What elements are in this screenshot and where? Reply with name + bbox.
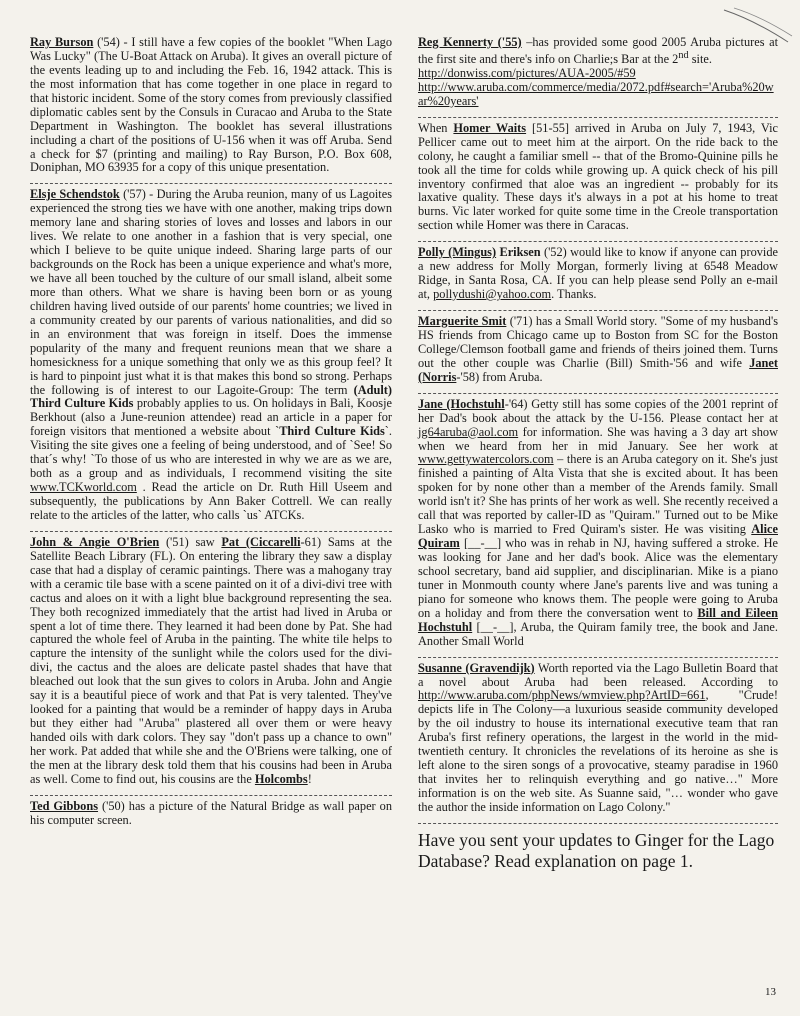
- entry-ted-gibbons: [30, 800, 392, 828]
- divider: [418, 387, 778, 394]
- superscript: nd: [678, 49, 689, 61]
- donwiss-link[interactable]: http://donwiss.com/pictures/AUA-2005/#59: [418, 65, 636, 80]
- entry-elsje-schendstok: [30, 188, 392, 523]
- entry-susanne-worth: [418, 662, 778, 815]
- person-name: Janet (Norris: [418, 355, 778, 384]
- entry-text: – there is an Aruba category on it. She's just finished a painting of Alta Vista that she is excited about. It has been spoken for by none other than a member of the Arends family. Small world isn't it? She has prints of her work as well. She recently received a call that was reported by caller-ID as "Quiram." Turned out to be Mike Lasko who is married to Fred Quiram's sister. He was visiting: [418, 452, 778, 537]
- entry-text: ('54) - I still have a few copies of the booklet "When Lago Was Lucky" (The U-Boat Attack on Aruba). It gives an overall picture of the events leading up to and including the Feb. 16, 1942 attack. This is the most information that has come together in one place in regard to that historic incident. Some of the story comes from previously classified diplomatic cables sent by the Consuls in Curacao and Aruba to the State Department in Washington. The booklet has several illustrations including a chart of the positions of U-156 when it was off Aruba. Send a check for $7 (printing and mailing) to Ray Burson, P.O. Box 608, Doniphan, MO 63935 for a copy of this unique presentation.: [30, 35, 392, 175]
- entry-text: When: [418, 120, 454, 135]
- left-column: [30, 36, 392, 828]
- divider: [418, 111, 778, 118]
- entry-text: !: [307, 771, 312, 786]
- entry-text: probably applies to us. On holidays in Bali, Koosje Berkhout (also a June-reunion attendee) read an article in a paper for foreign visitors that mentioned a website about `: [30, 396, 392, 439]
- right-column: [418, 36, 778, 889]
- entry-text: -61) Sams at the Satellite Beach Library (FL). On entering the library they saw a display case that had a display of ceramic paintings. There was a mahogany tray with a ceramic tile base with a scene painted on it of a divi-divi tree with cactus and aloes on it with a light blue background representing the sea. They both recognized immediately that the artist had lived in Aruba or spent a lot of time there. They learned it had been done by Pat. She had captured the whole feel of Aruba in the painting. The white tile helps to capture the intensity of the sunlight while the colors used for the divi-divi, the cactus and the aloes are delicate pastel shades that have that bleached out look that the sun gives to colors in Aruba. John and Angie say it is a beautiful piece of work and that Pat is very talented. They've looked for a painting that would be a reminder of happy days in Aruba but they either had "Aruba" plastered all over them or were heavy handed oils with dark colors. They say "don't pass up a chance to own" her work. Pat added that while she and the O'Briens were talking, one of the men at the library desk told them that his cousins had been in Aruba as well. Come to find out, his cousins are the: [30, 534, 392, 786]
- person-name: Homer Waits: [453, 120, 527, 135]
- bold-term: Third Culture Kids: [279, 424, 385, 439]
- entry-text: ('71) has a Small World story. "Some of my husband's HS friends from Chicago came up to Boston from SC for the Boston College/Clemson football game and friends of theirs joined them. Turns out the other couple was Charlie (Bill) Smith-'56 and wife: [418, 314, 779, 370]
- entry-reg-kennerty: [418, 36, 778, 109]
- person-name: John & Angie O'Brien: [30, 534, 160, 549]
- person-name: Pat (Ciccarelli: [221, 534, 301, 549]
- entry-jane-hochstuhl: [418, 398, 778, 649]
- entry-text: ('57) - During the Aruba reunion, many of us Lagoites experienced the strong ties we have with one another, making trips down memory lane and sharing stories of loves and losses and labors in our lives. We relate to one another in a fashion that is very special, one which I believe to be quite unique indeed. Sharing large parts of our backgrounds on the Rock has been a unique experience and what's more, we have all been touched by the culture of our small island, albeit some more than others. What we share is having been born or as young children having lived outside of our parents' home countries; we lived in a community created by our parents of various nationalities, and did so in an environment that was foreign in itself. Does the immense popularity of the many and frequent reunions mean that we share a homesickness for a unique something that only we as this group feel? It is hard to pinpoint just what it is that makes this bond so strong. Perhaps the following is of interest to our Lagoite-Group: The term: [30, 187, 393, 397]
- person-name: Polly (Mingus): [418, 245, 497, 260]
- person-surname: Eriksen: [496, 245, 541, 260]
- entry-text: ('50) has a picture of the Natural Bridge as wall paper on his computer screen.: [30, 798, 392, 827]
- entry-text: [__-__], Aruba, the Quiram family tree, the book and Jane. Another Small World: [418, 619, 778, 648]
- entry-text: `. Visiting the site gives one a feeling of being understood, and of `See! So that´s why! `To those of us who are interested in why we are as we are, both as a group and as individuals, I recommend visiting the site: [30, 424, 392, 481]
- entry-polly-eriksen: [418, 246, 778, 302]
- entry-text: [51-55] arrived in Aruba on July 7, 1943, Vic Pellicer came out to meet him at the airport. On the ride back to the colony, he caught a familiar smell -- that of the Bromo-Quinine pills he took all the time for colds while growing up. A quick check of his pill inventory confirmed that aloe was an ingredient -- probably for its laxative quality. These days it's always in a pot at his home to treat burns. Vic later worked for quite some time in the Creole transportation section while Homer was there in Caracas.: [418, 120, 778, 233]
- person-name: Susanne (Gravendijk): [418, 660, 535, 675]
- entry-text: for information. She was having a 3 day art show when we heard from her in mid January. See her work at: [418, 424, 778, 453]
- divider: [30, 789, 392, 796]
- entry-text: site.: [688, 52, 712, 67]
- divider: [418, 304, 778, 311]
- email-link[interactable]: jg64aruba@aol.com: [418, 424, 519, 439]
- gettywatercolors-link[interactable]: www.gettywatercolors.com: [418, 452, 554, 467]
- entry-homer-waits: [418, 122, 778, 234]
- entry-text: -'58) from Aruba.: [456, 369, 543, 384]
- email-link[interactable]: pollydushi@yahoo.com: [433, 287, 552, 302]
- entry-marguerite-smit: [418, 315, 778, 385]
- divider: [418, 817, 778, 824]
- divider: [30, 525, 392, 532]
- person-name: Ted Gibbons: [30, 798, 99, 813]
- person-name: Ray Burson: [30, 35, 94, 49]
- database-update-callout: Have you sent your updates to Ginger for the Lago Database? Read explanation on page 1.: [418, 829, 775, 871]
- person-name: Jane (Hochstuhl: [418, 396, 505, 411]
- entry-text: , "Crude! depicts life in The Colony—a luxurious seaside community developed by the oil industry to house its international executive team that ran Aruba's first refinery operations, the largest in the world in the mid-twentieth century. It chronicles the revelations of its heroine as she is left alone to the siren songs of a provocative, steamy paradise in 1960 that invites her to relinquish everything and go native…" More information is on the web site. As Suanne said, "… wonder who gave the author the inside information on Lago Colony.": [418, 688, 778, 814]
- entry-text: Worth reported via the Lago Bulletin Board that a novel about Aruba had been released. According to: [418, 660, 778, 689]
- divider: [418, 651, 778, 658]
- person-name: Holcombs: [254, 771, 308, 786]
- divider: [30, 177, 392, 184]
- person-name: Reg Kennerty ('55): [418, 35, 522, 49]
- person-name: Elsje Schendstok: [30, 187, 120, 202]
- entry-john-angie-obrien: [30, 536, 392, 787]
- aruba-news-link[interactable]: http://www.aruba.com/phpNews/wmview.php?ArtID=661: [418, 688, 706, 703]
- divider: [418, 235, 778, 242]
- entry-text: –has provided some good 2005 Aruba pictures at the first site and there's info on Charlie;s Bar at the 2: [418, 35, 778, 67]
- entry-text: . Read the article on Dr. Ruth Hill Useem and subsequently, the publications by Ann Baker Cottrell. We can really relate to the articles of the latter, who calls `us` ATCKs.: [30, 480, 392, 522]
- person-name: Alice Quiram: [418, 522, 778, 551]
- entry-ray-burson: [30, 36, 392, 175]
- aruba-pdf-link[interactable]: http://www.aruba.com/commerce/media/2072.pdf#search='Aruba%20war%20years': [418, 79, 774, 108]
- entry-text: ('52) would like to know if anyone can provide a new address for Molly Morgan, formerly living at 6548 Meadow Ridge, in Santa Rosa, CA. If you can help please send Polly an e-mail at,: [418, 245, 778, 302]
- entry-text: [__-__] who was in rehab in NJ, having suffered a stroke. He was looking for Jane and her dad's book. Alice was the elementary school secretary, band aid supplier, and disciplinarian. Mike is a piano tuner in Monmouth county where Jane's parents live and was tuning a piano for someone who knows them. The people were going to Aruba on a holiday and from there the conversation went to: [418, 536, 778, 620]
- entry-text: ('51) saw: [159, 534, 222, 549]
- person-name: Marguerite Smit: [418, 314, 507, 329]
- bold-term: (Adult) Third Culture Kids: [30, 382, 392, 411]
- tckworld-link[interactable]: www.TCKworld.com: [30, 480, 137, 495]
- page-number: 13: [765, 986, 776, 998]
- person-name: Bill and Eileen Hochstuhl: [418, 605, 778, 634]
- entry-text: . Thanks.: [551, 287, 597, 302]
- entry-text: -'64) Getty still has some copies of the 2001 reprint of her Dad's book about the attack by the U-156. Please contact her at: [418, 396, 778, 425]
